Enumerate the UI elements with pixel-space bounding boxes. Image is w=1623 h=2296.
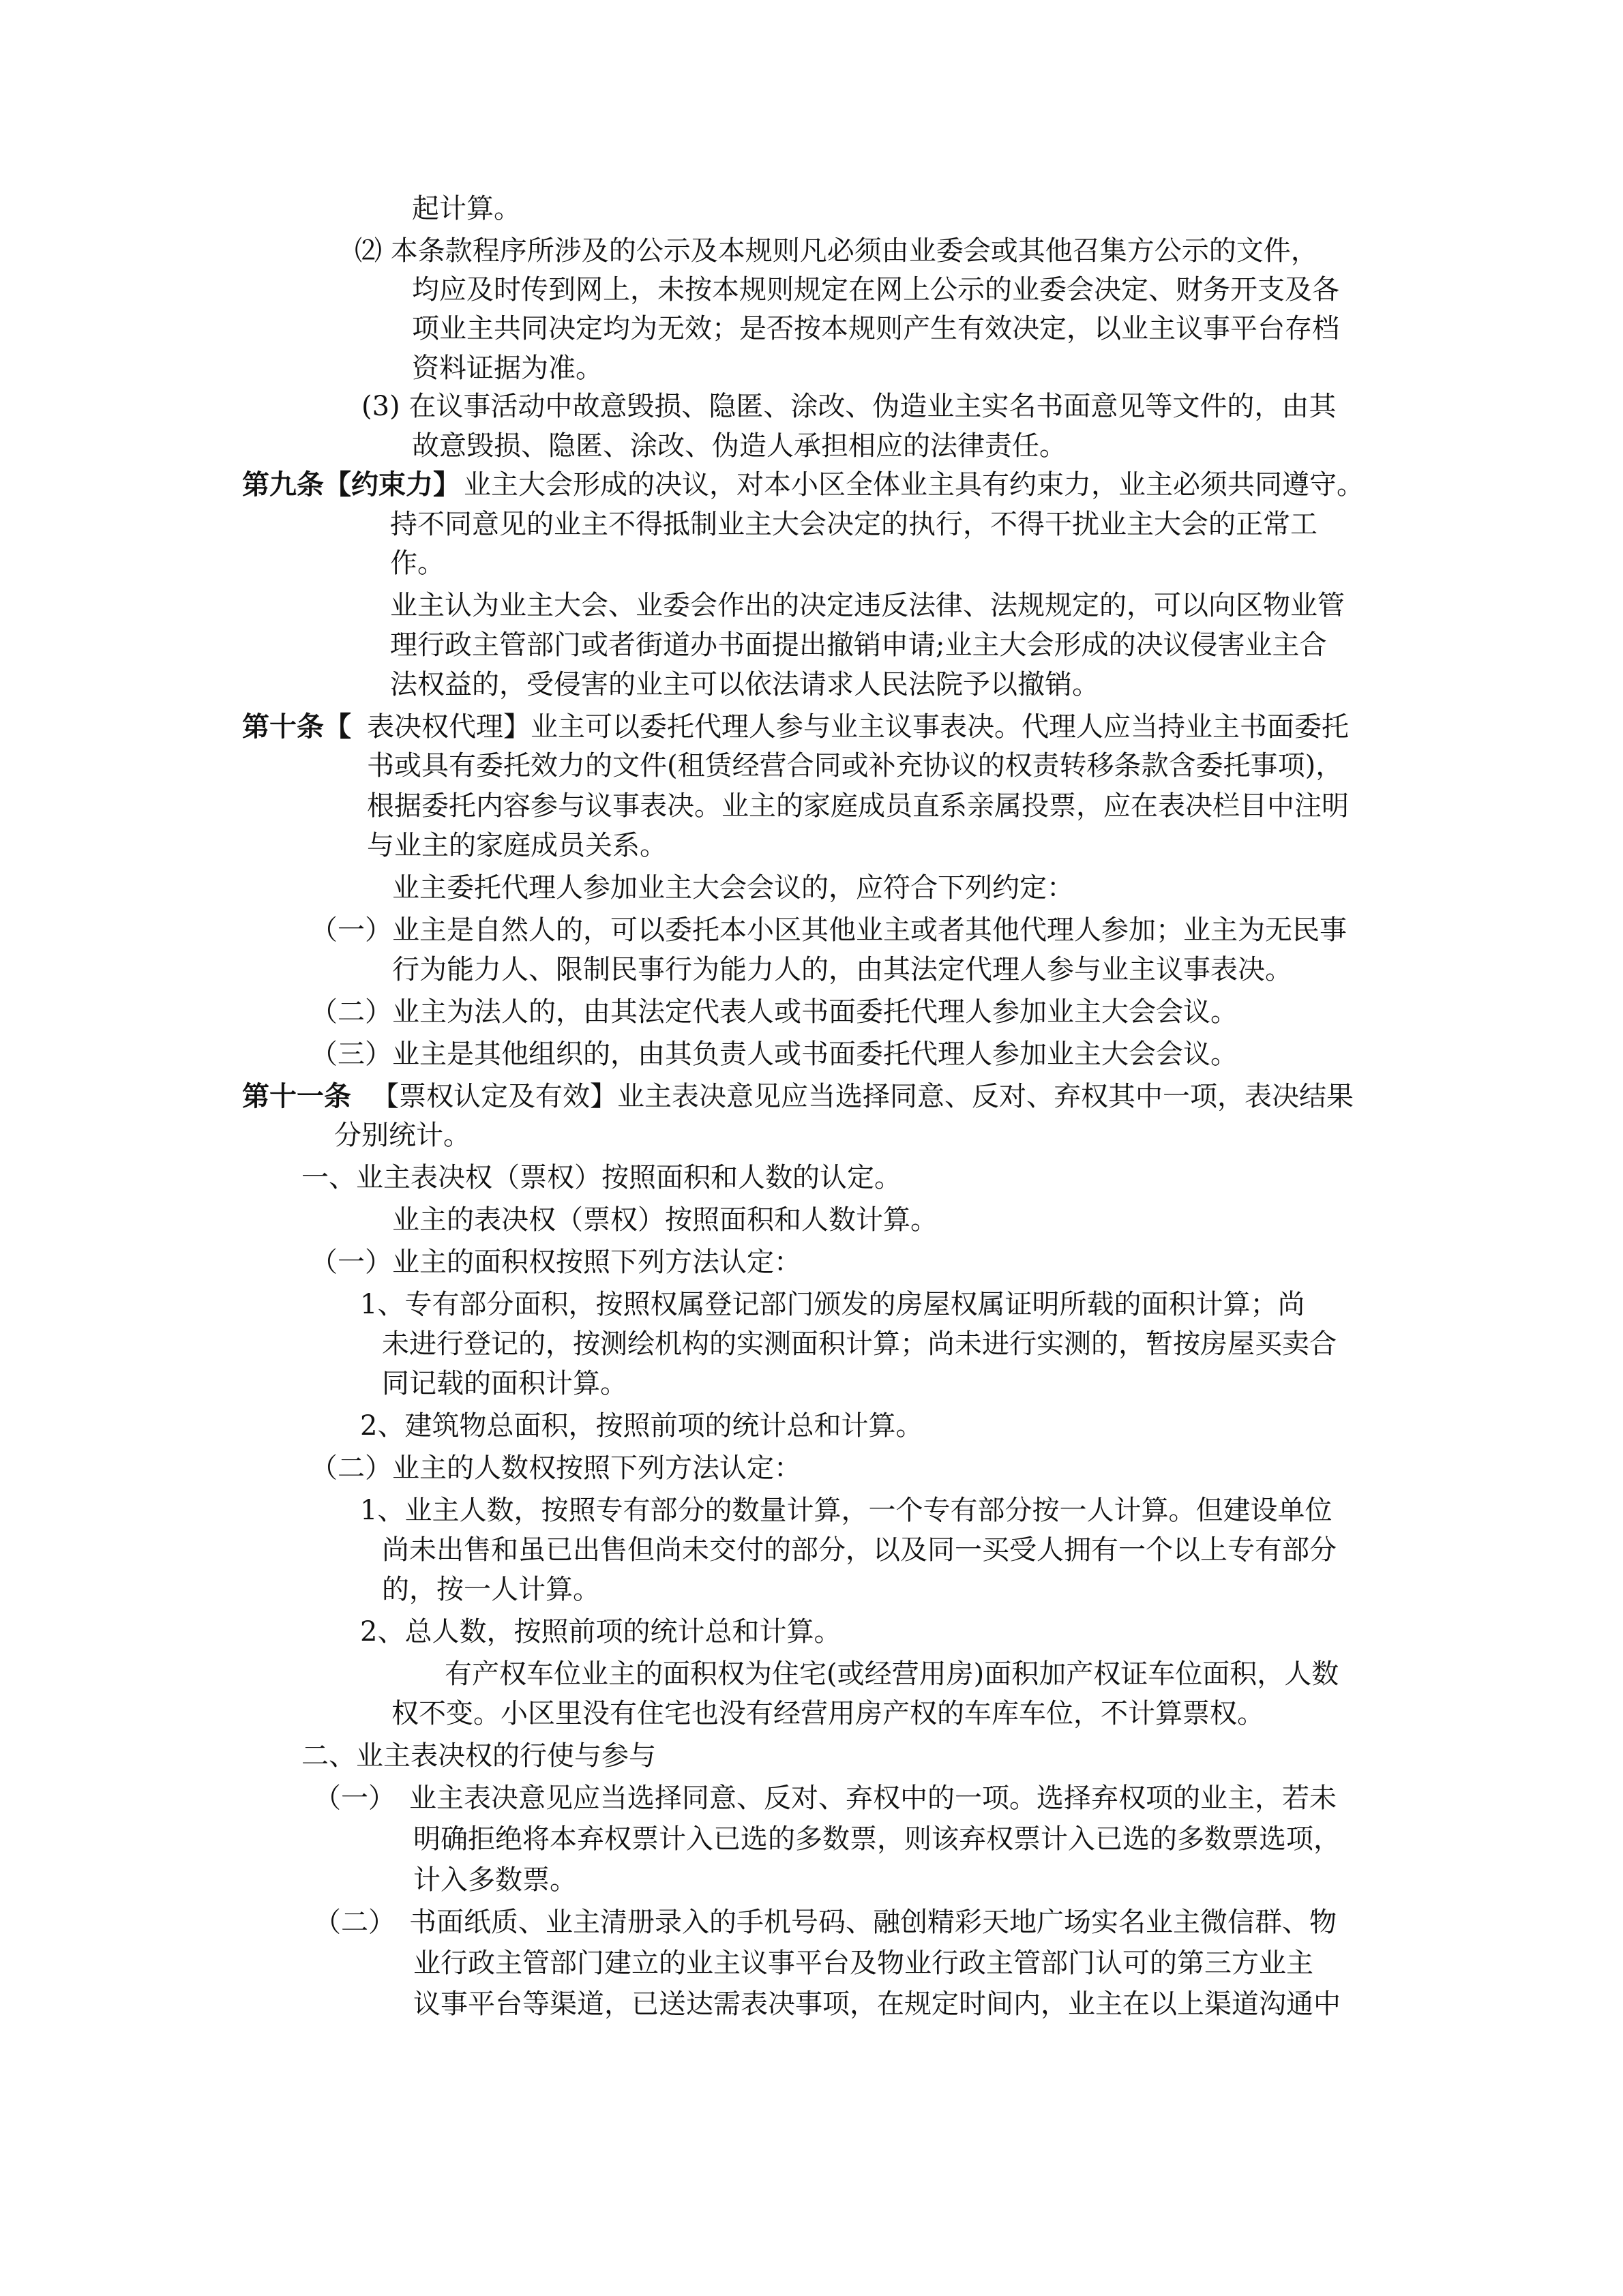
text-line: 业行政主管部门建立的业主议事平台及物业行政主管部门认可的第三方业主 — [413, 1948, 1313, 1979]
text-line: 尚未出售和虽已出售但尚未交付的部分，以及同一买受人拥有一个以上专有部分 — [382, 1534, 1337, 1566]
text-line: 根据委托内容参与议事表决。业主的家庭成员直系亲属投票，应在表决栏目中注明 — [367, 790, 1349, 822]
text-line: 与业主的家庭成员关系。 — [367, 830, 667, 861]
text-line: 业主的表决权（票权）按照面积和人数计算。 — [392, 1204, 938, 1236]
text-line: 的，按一人计算。 — [382, 1574, 600, 1605]
list-item: 1、业主人数，按照专有部分的数量计算，一个专有部分按一人计算。但建设单位 — [360, 1495, 1332, 1526]
text-line: 计入多数票。 — [413, 1864, 577, 1896]
text-line: 持不同意见的业主不得抵制业主大会决定的执行，不得干扰业主大会的正常工 — [390, 509, 1317, 540]
list-item: （二）业主为法人的，由其法定代表人或书面委托代理人参加业主大会会议。 — [310, 996, 1238, 1028]
text-line: 有产权车位业主的面积权为住宅(或经营用房)面积加产权证车位面积，人数 — [445, 1658, 1339, 1690]
text-line: 法权益的，受侵害的业主可以依法请求人民法院予以撤销。 — [390, 669, 1099, 700]
article-heading: 第十条【 — [242, 711, 351, 743]
section-heading: 一、业主表决权（票权）按照面积和人数的认定。 — [301, 1162, 902, 1193]
text-line: 业主认为业主大会、业委会作出的决定违反法律、法规规定的，可以向区物业管 — [390, 590, 1345, 621]
text-line: 同记载的面积计算。 — [382, 1368, 627, 1399]
section-heading: 二、业主表决权的行使与参与 — [301, 1740, 656, 1772]
list-item: （二） 书面纸质、业主清册录入的手机号码、融创精彩天地广场实名业主微信群、物 — [314, 1907, 1337, 1938]
text-line: 业主大会形成的决议，对本小区全体业主具有约束力，业主必须共同遵守。 — [464, 469, 1364, 501]
text-line: 分别统计。 — [334, 1120, 471, 1151]
list-item: （一）业主的面积权按照下列方法认定： — [310, 1247, 801, 1278]
text-line: 均应及时传到网上，未按本规则规定在网上公示的业委会决定、财务开支及各 — [412, 274, 1339, 305]
text-line: 项业主共同决定均为无效；是否按本规则产生有效决定，以业主议事平台存档 — [412, 313, 1339, 344]
text-line: 故意毁损、隐匿、涂改、伪造人承担相应的法律责任。 — [412, 430, 1067, 462]
text-line: 行为能力人、限制民事行为能力人的，由其法定代理人参与业主议事表决。 — [392, 954, 1292, 985]
text-line: 表决权代理】业主可以委托代理人参与业主议事表决。代理人应当持业主书面委托 — [367, 711, 1349, 743]
list-item: 2、总人数，按照前项的统计总和计算。 — [360, 1616, 842, 1648]
text-line: 议事平台等渠道，已送达需表决事项，在规定时间内，业主在以上渠道沟通中 — [413, 1988, 1341, 2020]
list-item: (3) 在议事活动中故意毁损、隐匿、涂改、伪造业主实名书面意见等文件的，由其 — [361, 391, 1337, 422]
list-item: （三）业主是其他组织的，由其负责人或书面委托代理人参加业主大会会议。 — [310, 1039, 1238, 1070]
list-item: （一）业主是自然人的，可以委托本小区其他业主或者其他代理人参加；业主为无民事 — [310, 914, 1347, 946]
text-line: 明确拒绝将本弃权票计入已选的多数票，则该弃权票计入已选的多数票选项， — [413, 1823, 1341, 1855]
list-item: 1、专有部分面积，按照权属登记部门颁发的房屋权属证明所载的面积计算；尚 — [360, 1289, 1305, 1320]
text-line: 权不变。小区里没有住宅也没有经营用房产权的车库车位，不计算票权。 — [391, 1698, 1264, 1729]
text-line: 理行政主管部门或者街道办书面提出撤销申请;业主大会形成的决议侵害业主合 — [390, 629, 1327, 661]
list-item: 2、建筑物总面积，按照前项的统计总和计算。 — [360, 1410, 923, 1442]
text-line: 未进行登记的，按测绘机构的实测面积计算；尚未进行实测的，暂按房屋买卖合 — [382, 1328, 1337, 1360]
text-line: 资料证据为准。 — [412, 353, 603, 384]
list-item: ⑵ 本条款程序所涉及的公示及本规则凡必须由业委会或其他召集方公示的文件， — [355, 235, 1318, 267]
text-line: 【票权认定及有效】业主表决意见应当选择同意、反对、弃权其中一项，表决结果 — [372, 1081, 1354, 1112]
text-line: 业主委托代理人参加业主大会会议的，应符合下列约定： — [392, 872, 1074, 904]
text-line: 起计算。 — [412, 193, 521, 224]
list-item: （二）业主的人数权按照下列方法认定： — [310, 1452, 801, 1484]
text-line: 作。 — [390, 548, 445, 579]
article-heading: 第十一条 — [242, 1080, 351, 1112]
list-item: （一） 业主表决意见应当选择同意、反对、弃权中的一项。选择弃权项的业主，若未 — [314, 1783, 1337, 1814]
text-line: 书或具有委托效力的文件(租赁经营合同或补充协议的权责转移条款含委托事项)， — [367, 750, 1343, 781]
article-heading: 第九条【约束力】 — [242, 468, 460, 501]
